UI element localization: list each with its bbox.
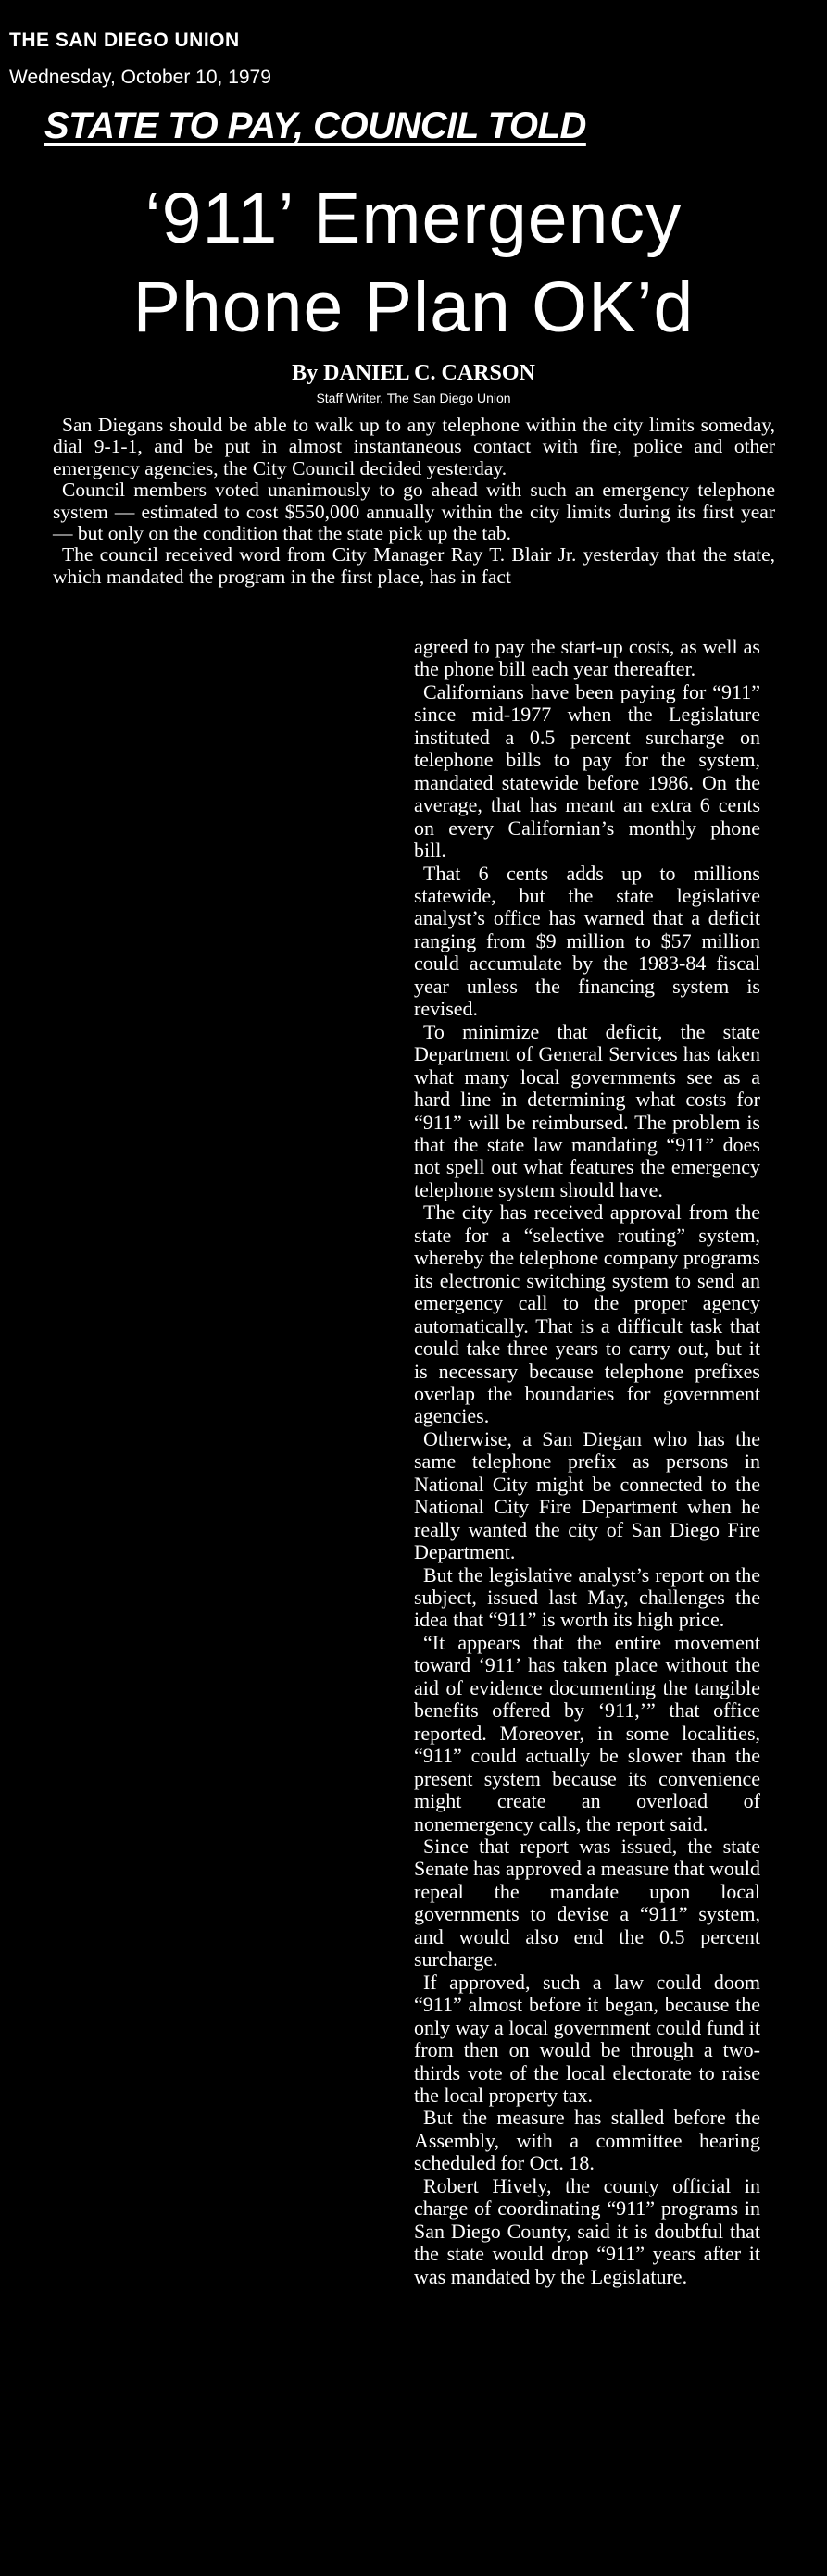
article-paragraph: But the legislative analyst’s report on the subject, issued last May, challenges the idea that “911” is worth its high price. (414, 1562, 760, 1632)
article-paragraph: Since that report was issued, the state Senate has approved a measure that would repeal the mandate upon local governments to devise a “911” system, and would also end the 0.5 percent surcharge. (414, 1835, 760, 1972)
masthead: THE SAN DIEGO UNION (9, 30, 240, 51)
article-paragraph: The city has received approval from the state for a “selective routing” system, whereby the telephone company programs its electronic switching system to send an emergency call to the proper agency automatically. That is a difficult task that could take three years to carry out, but it is necessary because telephone prefixes overlap the boundaries for government agencies. (414, 1201, 760, 1428)
headline-line-1: ‘911’ Emergency (144, 179, 683, 258)
article-paragraph: Otherwise, a San Diegan who has the same telephone prefix as persons in National City might be connected to the National City Fire Department when he really wanted the city of San Diego Fire Department. (414, 1426, 760, 1564)
headline-line-2: Phone Plan OK’d (132, 268, 695, 347)
article-paragraph: The council received word from City Manager Ray T. Blair Jr. yesterday that the state, which mandated the program in the first place, has in fact (53, 543, 775, 588)
article-paragraph: Robert Hively, the county official in charge of coordinating “911” programs in San Diego County, said it is doubtful that the state would drop “911” years after it was mandated by the Legislature. (414, 2173, 760, 2288)
article-paragraph: agreed to pay the start-up costs, as well as the phone bill each year thereafter. (414, 635, 760, 681)
article-body-column (414, 636, 760, 2288)
article-paragraph: To minimize that deficit, the state Department of General Services has taken what many local governments see as a hard line in determining what costs for “911” will be reimbursed. The problem is that the state law mandating “911” does not spell out what features the emergency telephone system should have. (414, 1019, 760, 1201)
article-body-wide (53, 415, 775, 588)
article-paragraph: But the measure has stalled before the Assembly, with a committee hearing scheduled for Oct. 18. (414, 2106, 760, 2175)
article-paragraph: “It appears that the entire movement toward ‘911’ has taken place without the aid of evidence documenting the tangible benefits offered by ‘911,’” that office reported. Moreover, in some localities, “911” could actually be slower than the present system because its convenience might create an overload of nonemergency calls, the report said. (414, 1630, 760, 1836)
byline-credit: Staff Writer, The San Diego Union (316, 391, 511, 405)
article-paragraph: San Diegans should be able to walk up to any telephone within the city limits someday, dial 9-1-1, and be put in almost instantaneous contact with fire, police and other emergency agencies, the City Council decided yesterday. (53, 414, 775, 479)
main-headline (0, 174, 827, 352)
article-paragraph: If approved, such a law could doom “911” almost before it began, because the only way a local government could fund it from then on would be through a two-thirds vote of the local electorate to raise the local property tax. (414, 1970, 760, 2107)
byline: By DANIEL C. CARSON (292, 361, 535, 385)
article-paragraph: Californians have been paying for “911” since mid-1977 when the Legislature instituted a 0.5 percent surcharge on telephone bills to pay for the system, mandated statewide before 1986. On the average, that has meant an extra 6 cents on every Californian’s monthly phone bill. (414, 679, 760, 863)
dateline: Wednesday, October 10, 1979 (9, 67, 271, 88)
article-paragraph: Council members voted unanimously to go ahead with such an emergency telephone system — estimated to cost $550,000 annually within the city limits during its first year — but only on the condition that the state pick up the tab. (53, 479, 775, 545)
kicker-headline: STATE TO PAY, COUNCIL TOLD (44, 106, 586, 146)
article-paragraph: That 6 cents adds up to millions statewide, but the state legislative analyst’s office has warned that a deficit ranging from $9 million to $57 million could accumulate by the 1983-84 fiscal year unless the financing system is revised. (414, 861, 760, 1021)
